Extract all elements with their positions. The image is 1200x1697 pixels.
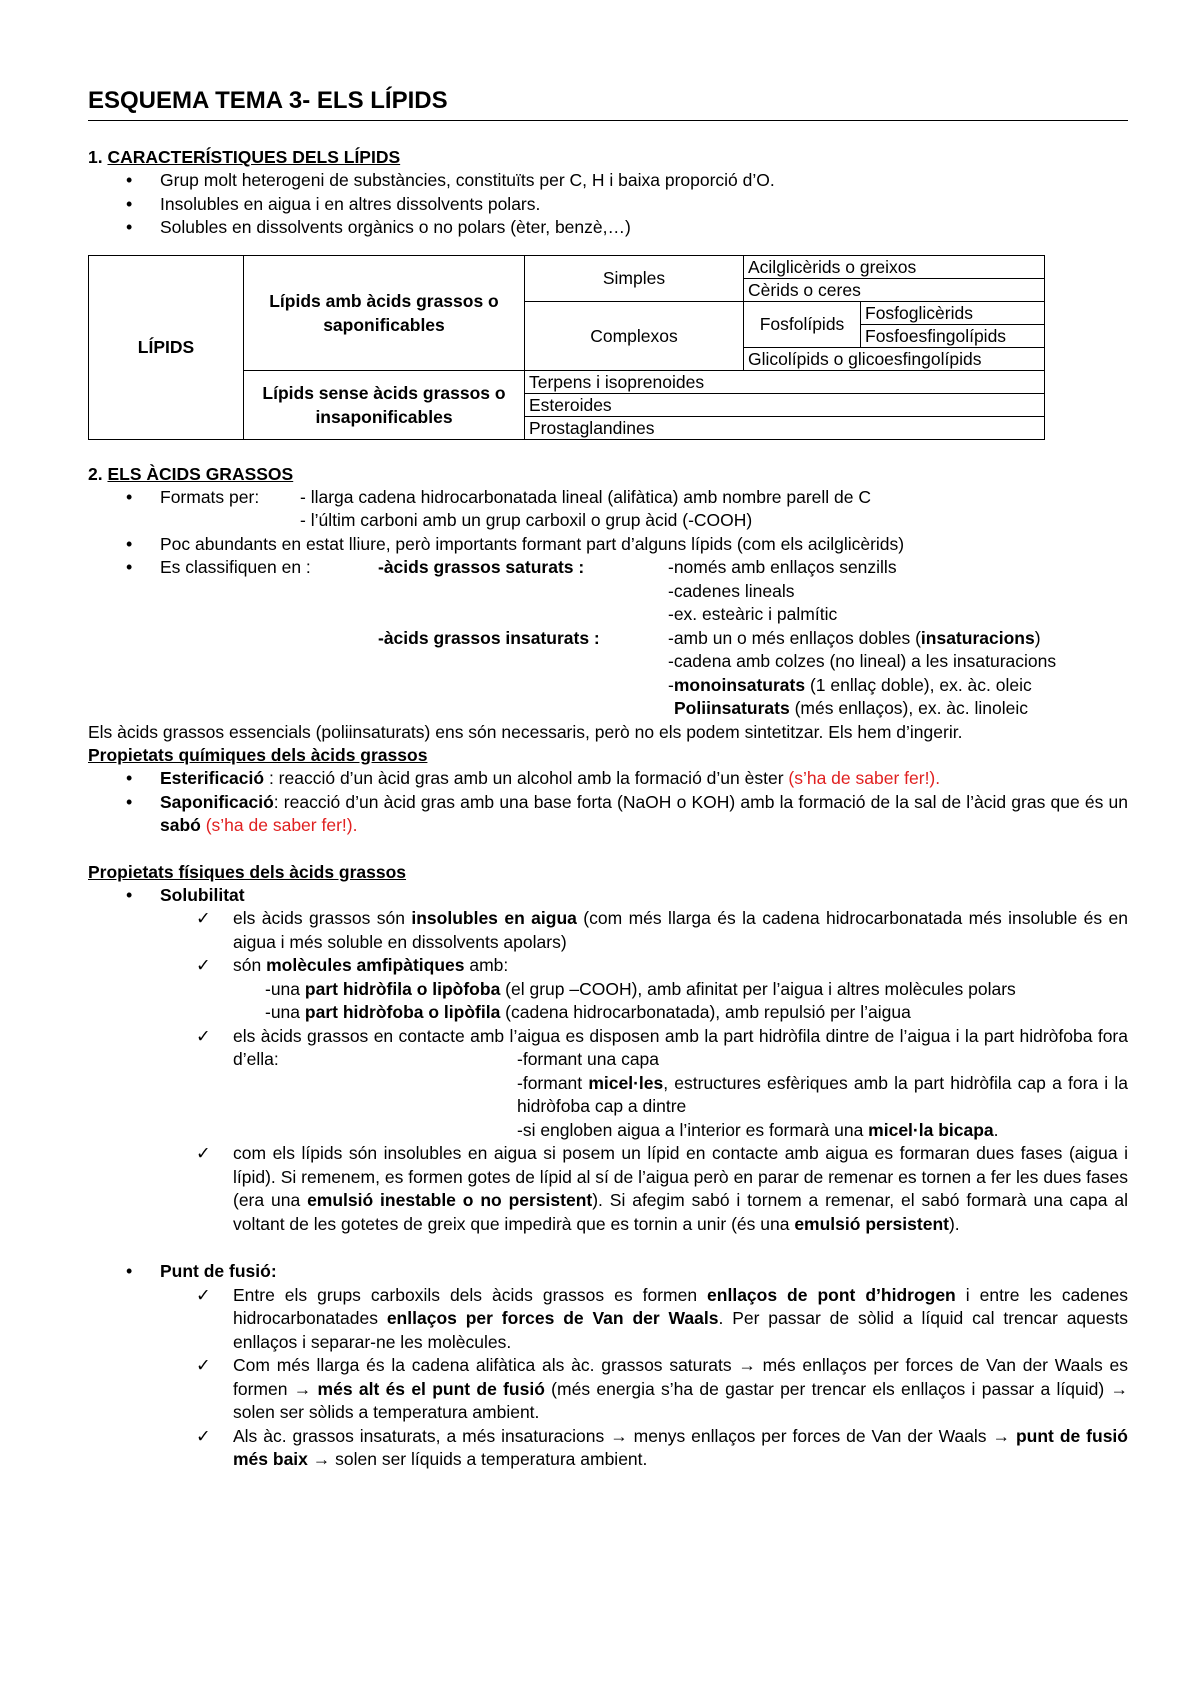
- list-item: • Formats per: - llarga cadena hidrocarbonatada lineal (alifàtica) amb nombre parell de C - l’últim carboni amb un grup carboxil o grup àcid (-COOH): [88, 486, 1128, 533]
- list-item: • Poc abundants en estat lliure, però importants formant part d’alguns lípids (com els acilglicèrids): [88, 533, 1128, 557]
- check-icon: ✓: [196, 955, 211, 975]
- check-item: ✓ Entre els grups carboxils dels àcids grassos es formen enllaços de pont d’hidrogen i entre les cadenes hidrocarbonatades enllaços per forces de Van der Waals. Per passar de sòlid a líquid cal trencar aquests enllaços i separar-ne les molècules.: [196, 1284, 1128, 1352]
- glicolipids-cell: Glicolípids o glicoesfingolípids: [744, 347, 1045, 370]
- solubility-checklist: [88, 907, 1128, 1236]
- list-item: • Solubles en dissolvents orgànics o no polars (èter, benzè,…): [88, 216, 1128, 240]
- check-item: ✓ són molècules amfipàtiques amb: -una part hidròfila o lipòfoba (el grup –COOH), amb afinitat per l’aigua i altres molècules polars -una part hidròfoba o lipòfila (cadena hidrocarbonatada), amb repulsió per l’aigua: [196, 955, 1016, 1022]
- check-item: ✓ Als àc. grassos insaturats, a més insaturacions → menys enllaços per forces de Van der Waals → punt de fusió més baix → solen ser líquids a temperatura ambient.: [196, 1425, 1128, 1469]
- table-root-cell: LÍPIDS: [89, 255, 244, 439]
- section-2-list: [88, 486, 1128, 721]
- fosfolipids-cell: Fosfolípids: [744, 301, 861, 347]
- check-item: ✓ Com més llarga és la cadena alifàtica als àc. grassos saturats → més enllaços per forces de Van der Waals es formen → més alt és el punt de fusió (més energia s’ha de gastar per trencar els enllaços i passar a líquid) → solen ser sòlids a temperatura ambient.: [196, 1355, 1128, 1422]
- fosfoglicerids-cell: Fosfoglicèrids: [861, 301, 1045, 324]
- check-icon: ✓: [196, 1143, 211, 1163]
- check-item: ✓ els àcids grassos en contacte amb l’aigua es disposen amb la part hidròfila dintre de l’aigua i la part hidròfoba fora d’ella: -formant una capa -formant micel·les, estructures esfèriques amb la part hidròfila cap a fora i la hidròfoba cap a dintre -si engloben aigua a l’interior es formarà una micel·la bicapa.: [196, 1025, 1128, 1140]
- terpens-cell: Terpens i isoprenoides: [525, 370, 1045, 393]
- check-item: ✓ com els lípids són insolubles en aigua si posem un lípid en contacte amb aigua es formaran dues fases (aigua i lípid). Si remenem, es formen gotes de lípid al sí de l’aigua però en parar de remenar es tornen a fer les dues fases (era una emulsió inestable o no persistent). Si afegim sabó i tornem a remenar, el sabó formarà una capa al voltant de les gotetes de greix que impedirà que es tornin a unir (és una emulsió persistent).: [196, 1143, 1128, 1234]
- physical-properties-list: [88, 884, 1128, 908]
- list-item: • Solubilitat: [88, 884, 1128, 908]
- check-icon: ✓: [196, 1355, 211, 1375]
- physical-properties-heading: Propietats físiques dels àcids grassos: [88, 861, 407, 882]
- esteroides-cell: Esteroides: [525, 393, 1045, 416]
- lipids-classification-table: [88, 255, 1045, 440]
- melting-point-checklist: [88, 1284, 1128, 1472]
- list-item: • Punt de fusió:: [88, 1260, 1128, 1284]
- check-icon: ✓: [196, 1025, 211, 1046]
- prostaglandines-cell: Prostaglandines: [525, 416, 1045, 439]
- chemical-properties-heading: Propietats químiques dels àcids grassos: [88, 745, 428, 765]
- list-item: • Grup molt heterogeni de substàncies, constituïts per C, H i baixa proporció d’O.: [88, 169, 1128, 193]
- saponificables-cell: Lípids amb àcids grassos o saponificables: [244, 255, 525, 370]
- simples-cell: Simples: [525, 255, 744, 301]
- section-1-heading: 1. CARACTERÍSTIQUES DELS LÍPIDS: [88, 147, 401, 167]
- check-icon: ✓: [196, 1284, 211, 1305]
- list-item: • Saponificació: reacció d’un àcid gras amb una base forta (NaOH o KOH) amb la formació de la sal de l’àcid gras que és un sabó (s’ha de saber fer!).: [88, 791, 1128, 838]
- list-item: • Esterificació : reacció d’un àcid gras amb un alcohol amb la formació d’un èster (s’ha de saber fer!).: [88, 767, 1128, 791]
- complexos-cell: Complexos: [525, 301, 744, 370]
- fosfoesfingolipids-cell: Fosfoesfingolípids: [861, 324, 1045, 347]
- section-1-list: [88, 169, 1128, 240]
- document-page: [88, 86, 1128, 1472]
- melting-point-list: [88, 1260, 1128, 1284]
- insaponificables-cell: Lípids sense àcids grassos o insaponificables: [244, 370, 525, 439]
- check-icon: ✓: [196, 1425, 211, 1446]
- chemical-properties-list: [88, 767, 1128, 838]
- list-item: • Insolubles en aigua i en altres dissolvents polars.: [88, 193, 1128, 217]
- acilglicerids-cell: Acilglicèrids o greixos: [744, 255, 1045, 278]
- list-item: • Es classifiquen en : -àcids grassos saturats : -només amb enllaços senzills -cadenes lineals -ex. esteàric i palmític -àcids grassos insaturats : -amb un o més enllaços dobles (insaturacions) -cadena amb colzes (no lineal) a les insaturacions -monoinsaturats (1 enllaç doble), ex. àc. oleic Poliinsaturats (més enllaços), ex. àc. linoleic: [88, 556, 1128, 721]
- check-icon: ✓: [196, 908, 211, 928]
- page-title: ESQUEMA TEMA 3- ELS LÍPIDS: [88, 86, 1128, 121]
- section-2-heading: 2. ELS ÀCIDS GRASSOS: [88, 463, 294, 484]
- check-item: ✓ els àcids grassos són insolubles en aigua (com més llarga és la cadena hidrocarbonatada més insoluble és en aigua i més soluble en dissolvents apolars): [196, 908, 1128, 952]
- essencials-note: Els àcids grassos essencials (poliinsaturats) ens són necessaris, però no els podem sintetitzar. Els hem d’ingerir.: [88, 721, 963, 742]
- cerids-cell: Cèrids o ceres: [744, 278, 1045, 301]
